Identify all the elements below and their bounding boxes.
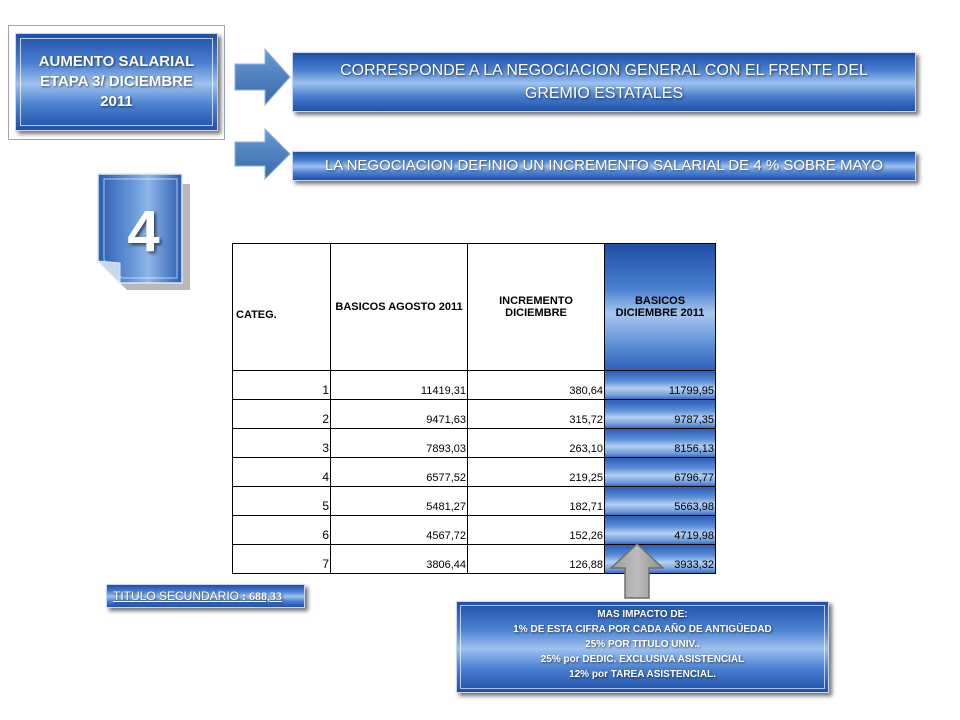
negotiation-banner-text: CORRESPONDE A LA NEGOCIACION GENERAL CON EL FRENTE DEL GREMIO ESTATALES xyxy=(340,62,868,102)
cell-incremento: 263,10 xyxy=(468,429,605,458)
cell-incremento: 152,26 xyxy=(468,516,605,545)
title-line-2: ETAPA 3/ DICIEMBRE xyxy=(39,73,194,90)
impact-line-2: 1% DE ESTA CIFRA POR CADA AÑO DE ANTIGÜEDAD xyxy=(513,624,772,635)
cell-categ: 7 xyxy=(233,545,331,574)
cell-basicos-diciembre: 9787,35 xyxy=(605,400,716,429)
cell-categ: 3 xyxy=(233,429,331,458)
cell-basicos-agosto: 7893,03 xyxy=(331,429,468,458)
header-basicos-agosto: BASICOS AGOSTO 2011 xyxy=(331,244,468,371)
negotiation-banner xyxy=(292,52,916,112)
up-arrow-icon xyxy=(609,542,665,600)
cell-basicos-agosto: 9471,63 xyxy=(331,400,468,429)
cell-categ: 6 xyxy=(233,516,331,545)
cell-basicos-agosto: 6577,52 xyxy=(331,458,468,487)
increment-banner-text: LA NEGOCIACION DEFINIO UN INCREMENTO SALARIAL DE 4 % SOBRE MAYO xyxy=(324,157,884,174)
table-row xyxy=(233,429,716,458)
secondary-title-value: : 688,33 xyxy=(239,589,283,603)
table-row xyxy=(233,516,716,545)
cell-basicos-agosto: 3806,44 xyxy=(331,545,468,574)
impact-line-5: 12% por TAREA ASISTENCIAL. xyxy=(569,669,716,680)
cell-incremento: 126,88 xyxy=(468,545,605,574)
salary-table xyxy=(232,243,716,574)
cell-basicos-diciembre: 4719,98 xyxy=(605,516,716,545)
cell-basicos-diciembre: 5663,98 xyxy=(605,487,716,516)
table-row xyxy=(233,487,716,516)
impact-line-4: 25% por DEDIC. EXCLUSIVA ASISTENCIAL xyxy=(540,654,745,665)
right-arrow-icon-1 xyxy=(233,47,293,107)
cell-basicos-agosto: 5481,27 xyxy=(331,487,468,516)
cell-basicos-agosto: 4567,72 xyxy=(331,516,468,545)
cell-incremento: 182,71 xyxy=(468,487,605,516)
secondary-title-box xyxy=(106,584,305,608)
table-row xyxy=(233,400,716,429)
title-text xyxy=(39,52,195,112)
secondary-title-label: TITULO SECUNDARIO xyxy=(113,589,240,603)
cell-incremento: 219,25 xyxy=(468,458,605,487)
impact-line-3: 25% POR TITULO UNIV.. xyxy=(585,639,700,650)
cell-categ: 1 xyxy=(233,371,331,400)
cell-categ: 4 xyxy=(233,458,331,487)
header-basicos-diciembre: BASICOS DICIEMBRE 2011 xyxy=(605,244,716,371)
big-number-badge xyxy=(96,171,191,291)
title-box xyxy=(15,33,218,131)
cell-basicos-diciembre: 8156,13 xyxy=(605,429,716,458)
table-row xyxy=(233,371,716,400)
increment-banner xyxy=(292,151,916,181)
cell-basicos-diciembre: 3933,32 xyxy=(605,545,716,574)
title-line-1: AUMENTO SALARIAL xyxy=(38,53,195,70)
title-line-3: 2011 xyxy=(100,93,133,110)
table-row xyxy=(233,458,716,487)
cell-incremento: 380,64 xyxy=(468,371,605,400)
cell-basicos-diciembre: 6796,77 xyxy=(605,458,716,487)
cell-categ: 5 xyxy=(233,487,331,516)
cell-categ: 2 xyxy=(233,400,331,429)
table-header-row xyxy=(233,244,716,371)
header-incremento: INCREMENTO DICIEMBRE xyxy=(468,244,605,371)
cell-incremento: 315,72 xyxy=(468,400,605,429)
header-categ: CATEG. xyxy=(233,244,331,371)
right-arrow-icon-2 xyxy=(233,127,293,181)
big-number: 4 xyxy=(127,198,160,264)
cell-basicos-agosto: 11419,31 xyxy=(331,371,468,400)
cell-basicos-diciembre: 11799,95 xyxy=(605,371,716,400)
impact-line-1: MAS IMPACTO DE: xyxy=(597,609,688,620)
impact-box xyxy=(456,601,829,693)
